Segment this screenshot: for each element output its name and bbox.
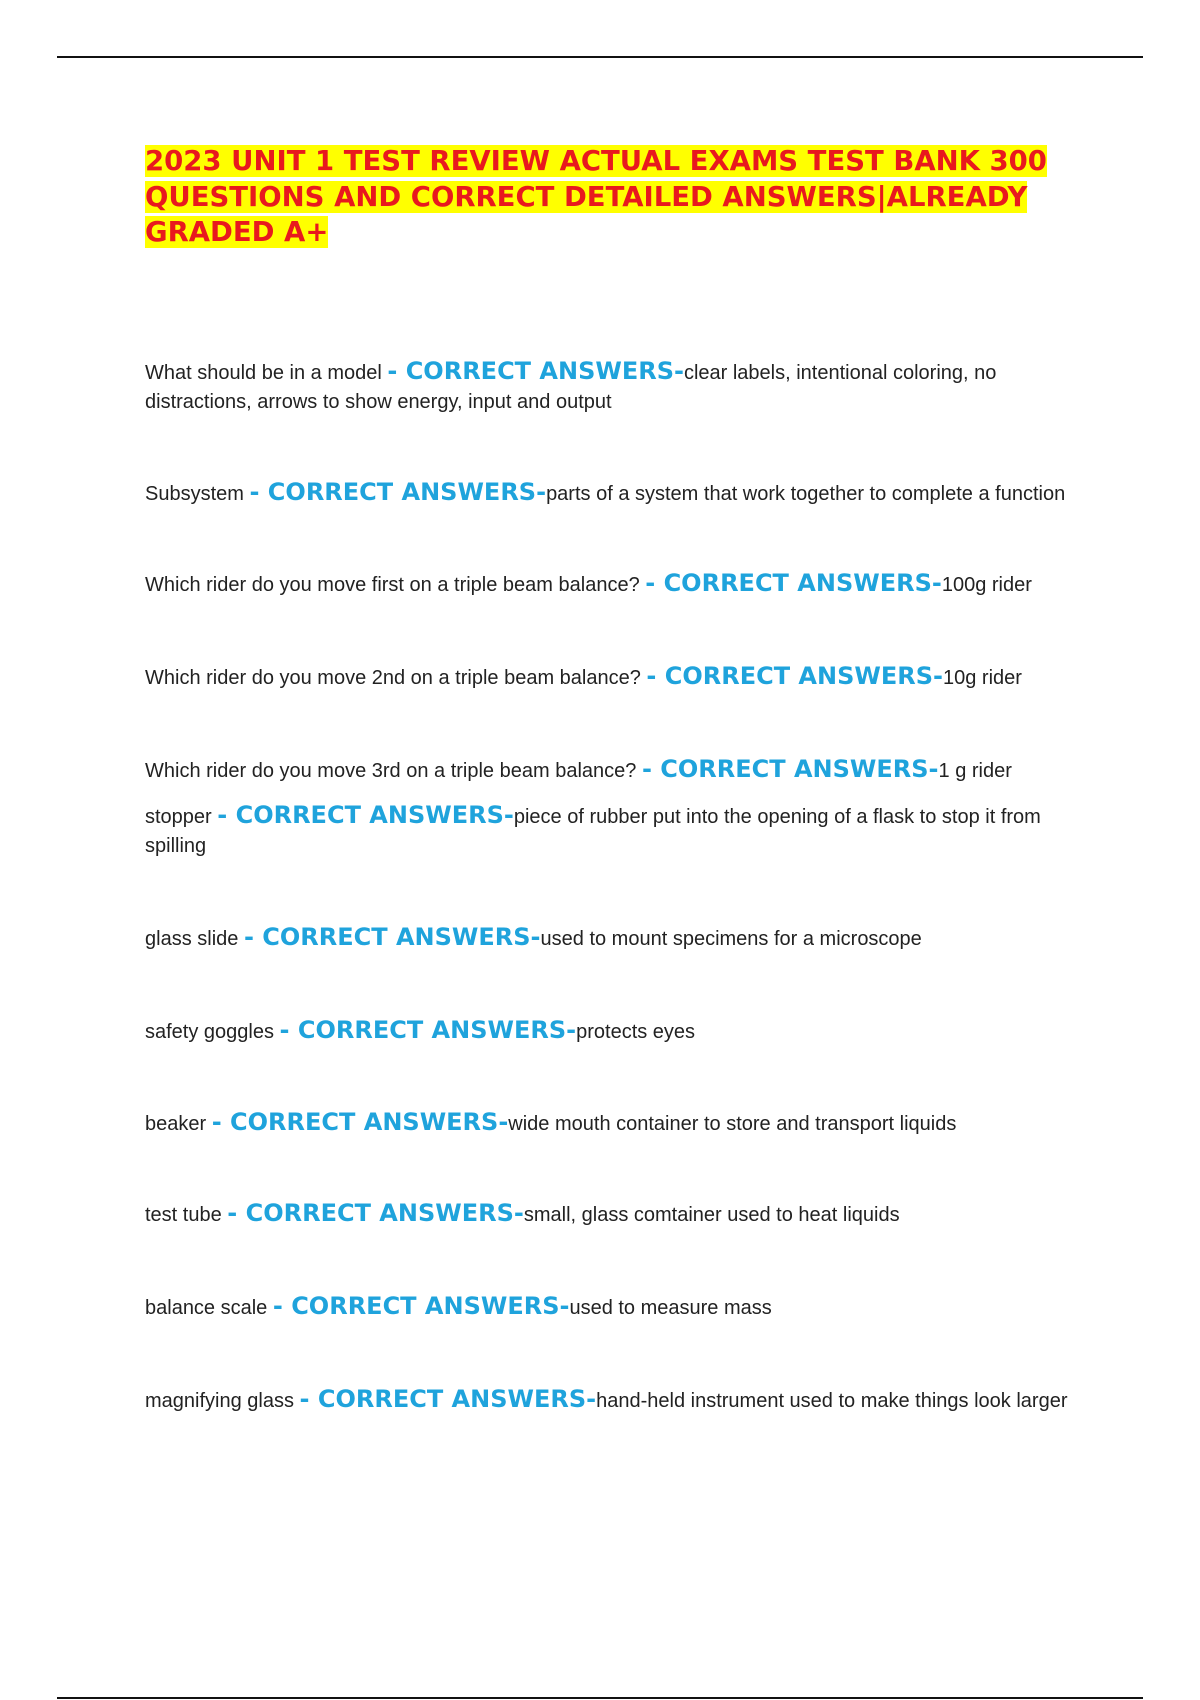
question: magnifying glass bbox=[145, 1390, 300, 1412]
question: safety goggles bbox=[145, 1021, 280, 1043]
title-highlight: 2023 UNIT 1 TEST REVIEW ACTUAL EXAMS TEST BANK 300 QUESTIONS AND CORRECT DETAILED ANSWERS|ALREADY GRADED A+ bbox=[145, 145, 1047, 248]
answer: 100g rider bbox=[941, 574, 1032, 596]
question: Which rider do you move 2nd on a triple beam balance? bbox=[145, 667, 647, 689]
qa-item-8 bbox=[145, 1016, 1095, 1047]
qa-item-5 bbox=[145, 755, 1095, 786]
question: Subsystem bbox=[145, 483, 250, 505]
answer: parts of a system that work together to complete a function bbox=[546, 483, 1066, 505]
qa-item-3 bbox=[145, 569, 1095, 600]
answer-separator: - CORRECT ANSWERS- bbox=[387, 357, 684, 385]
bottom-rule bbox=[57, 1697, 1143, 1699]
question: test tube bbox=[145, 1204, 228, 1226]
qa-item-6 bbox=[145, 801, 1095, 861]
answer-separator: - CORRECT ANSWERS- bbox=[645, 569, 942, 597]
question: beaker bbox=[145, 1113, 212, 1135]
answer-separator: - CORRECT ANSWERS- bbox=[217, 801, 514, 829]
answer-separator: - CORRECT ANSWERS- bbox=[249, 478, 547, 506]
answer: protects eyes bbox=[576, 1021, 696, 1043]
answer: small, glass comtainer used to heat liquids bbox=[523, 1204, 900, 1226]
answer-separator: - CORRECT ANSWERS- bbox=[211, 1108, 509, 1136]
answer-separator: - CORRECT ANSWERS- bbox=[243, 923, 541, 951]
answer: wide mouth container to store and transport liquids bbox=[508, 1113, 957, 1135]
answer-separator: - CORRECT ANSWERS- bbox=[279, 1016, 577, 1044]
answer-separator: - CORRECT ANSWERS- bbox=[299, 1385, 597, 1413]
top-rule bbox=[57, 56, 1143, 58]
question: balance scale bbox=[145, 1297, 273, 1319]
answer: piece of rubber put into the opening of a flask to stop it from spilling bbox=[145, 806, 1041, 857]
answer-separator: - CORRECT ANSWERS- bbox=[646, 662, 943, 690]
answer: 10g rider bbox=[942, 667, 1022, 689]
qa-item-12 bbox=[145, 1385, 1095, 1416]
qa-item-2 bbox=[145, 478, 1095, 509]
qa-item-10 bbox=[145, 1199, 1095, 1230]
answer-separator: - CORRECT ANSWERS- bbox=[641, 755, 939, 783]
question: Which rider do you move 3rd on a triple beam balance? bbox=[145, 760, 642, 782]
answer: clear labels, intentional coloring, no distractions, arrows to show energy, input and output bbox=[145, 362, 997, 413]
answer: hand-held instrument used to make things look larger bbox=[596, 1390, 1068, 1412]
answer-separator: - CORRECT ANSWERS- bbox=[272, 1292, 570, 1320]
answer: used to measure mass bbox=[569, 1297, 772, 1319]
question: What should be in a model bbox=[145, 362, 388, 384]
qa-item-11 bbox=[145, 1292, 1095, 1323]
answer-separator: - CORRECT ANSWERS- bbox=[227, 1199, 524, 1227]
qa-item-7 bbox=[145, 923, 1095, 954]
qa-item-9 bbox=[145, 1108, 1095, 1139]
answer: 1 g rider bbox=[938, 760, 1012, 782]
document-title bbox=[145, 144, 1085, 251]
question: Which rider do you move first on a triple beam balance? bbox=[145, 574, 646, 596]
qa-item-4 bbox=[145, 662, 1095, 693]
qa-item-1 bbox=[145, 357, 1095, 417]
question: glass slide bbox=[145, 928, 244, 950]
question: stopper bbox=[145, 806, 218, 828]
answer: used to mount specimens for a microscope bbox=[540, 928, 922, 950]
